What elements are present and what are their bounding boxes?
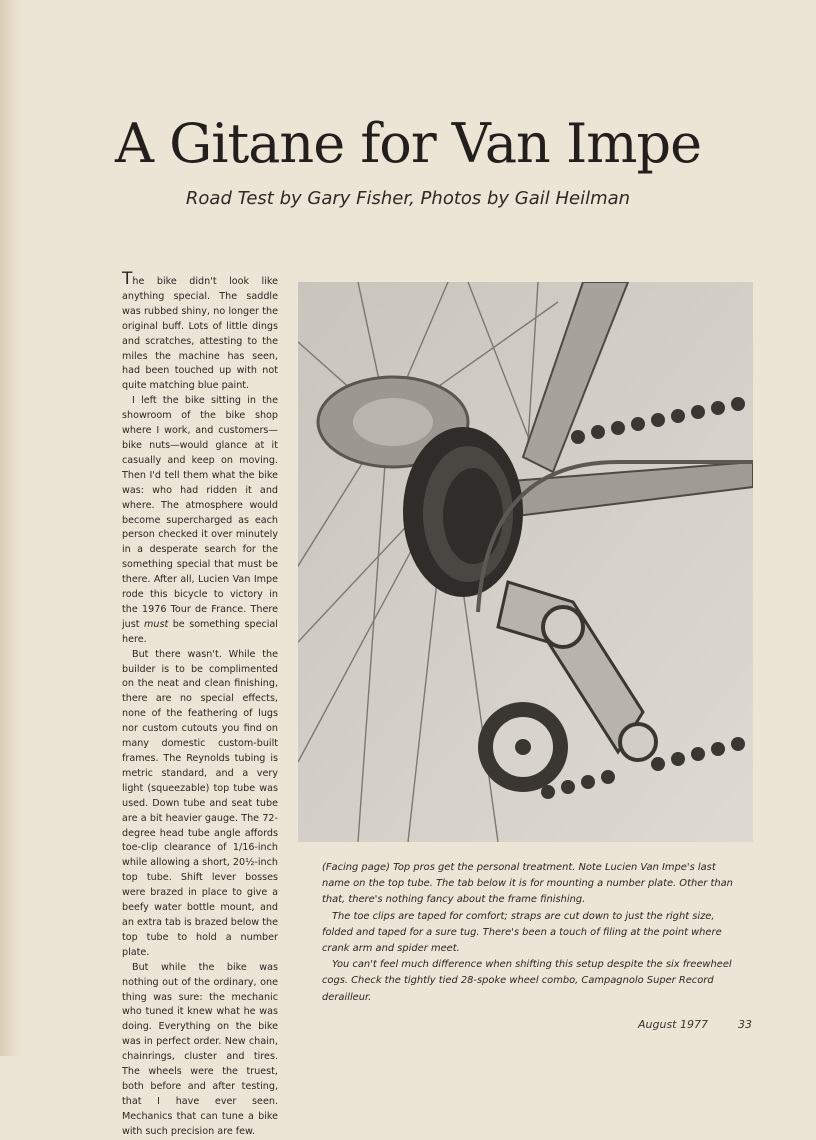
bicycle-rear-wheel-illustration: [298, 282, 753, 842]
article-title: A Gitane for Van Impe: [114, 112, 702, 175]
caption-paragraph-3: You can't feel much difference when shifting this setup despite the six freewheel cogs. Check the tightly tied 28-spoke wheel combo, Campagnolo Super Record derailleur.: [322, 959, 732, 1003]
article-paragraph-4: But while the bike was nothing out of the ordinary, one thing was sure: the mechanic who tuned it knew what he was doing. Everything on the bike was in perfect order. New chain, chainrings, cluster and tires. The wheels were the truest, both before and after testing, that I have ever seen. Mechanics that can tune a bike with such precision are few.: [122, 961, 278, 1137]
caption-paragraph-2: The toe clips are taped for comfort; straps are cut down to just the right size, folded and taped for a sure tug. There's been a touch of filing at the point where crank arm and spider meet.: [322, 910, 722, 955]
page-number: 33: [738, 1018, 752, 1031]
article-body: [122, 269, 278, 1140]
article-paragraph-1: The bike didn't look like anything special. The saddle was rubbed shiny, no longer the original buff. Lots of little dings and scratches, attesting to the miles the machine has seen, had been touched up with not quite matching blue paint.: [122, 269, 278, 392]
article-paragraph-2: I left the bike sitting in the showroom of the bike shop where I work, and customers—bike nuts—would glance at it casually and keep on moving. Then I'd tell them what the bike was: who had ridden it and where. The atmosphere would become supercharged as each person checked it over minutely in a desperate search for the something special that must be there. After all, Lucien Van Impe rode this bicycle to victory in the 1976 Tour de France. There just must be something special here.: [122, 395, 278, 645]
article-byline: Road Test by Gary Fisher, Photos by Gail Heilman: [185, 188, 631, 209]
derailleur-photo: [298, 282, 753, 842]
emphasis-text: must: [144, 618, 169, 630]
caption-paragraph-1: (Facing page) Top pros get the personal treatment. Note Lucien Van Impe's last name on the top tube. The tab below it is for mounting a number plate. Other than that, there's nothing fancy about the frame finishing.: [322, 862, 733, 906]
issue-date: August 1977: [638, 1018, 708, 1031]
drop-cap: T: [122, 269, 133, 289]
article-paragraph-3: But there wasn't. While the builder is to be complimented on the neat and clean finishing, there are no special effects, none of the feathering of lugs nor custom cutouts you find on many domestic custom-built frames. The Reynolds tubing is metric standard, and a very light (squeezable) top tube was used. Down tube and seat tube are a bit heavier gauge. The 72-degree head tube angle affords toe-clip clearance of 1/16-inch while allowing a short, 20½-inch top tube. Shift lever bosses were brazed in place to give a beefy water bottle mount, and an extra tab is brazed below the top tube to hold a number plate.: [122, 648, 278, 958]
photo-caption: [322, 860, 742, 1006]
